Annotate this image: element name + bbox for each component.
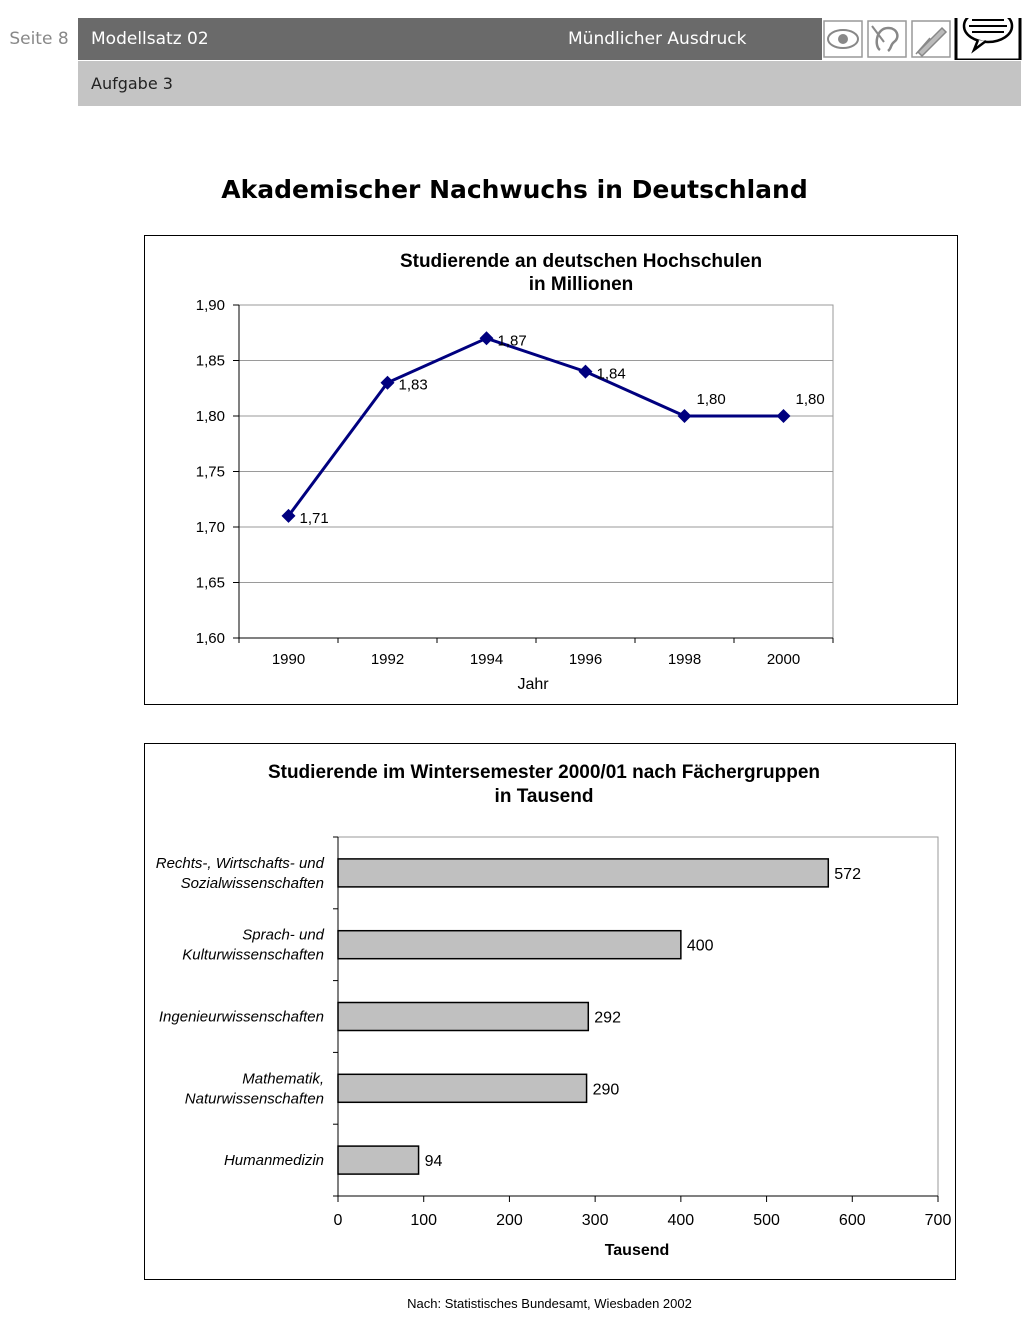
line-chart-title-line-2: in Millionen — [528, 274, 634, 295]
x-tick-label: 200 — [496, 1212, 523, 1229]
y-tick-label: 1,60 — [195, 630, 225, 647]
bar — [338, 1146, 419, 1174]
bar-chart-title-line-1: Studierende im Wintersemester 2000/01 nach Fächergruppen — [267, 762, 821, 783]
data-label: 1,83 — [398, 376, 428, 394]
bar-value-label: 400 — [686, 937, 714, 955]
x-tick-label: 300 — [581, 1212, 609, 1229]
y-tick-label: 1,90 — [195, 297, 225, 314]
bar — [338, 931, 681, 959]
bar-value-label: 292 — [594, 1009, 621, 1027]
x-tick-label: 500 — [753, 1212, 780, 1229]
data-label: 1,84 — [596, 365, 626, 383]
x-tick-label: 1996 — [568, 651, 603, 668]
bar-chart — [145, 744, 955, 1279]
y-tick-label: 1,75 — [195, 463, 225, 481]
y-tick-label: 1,70 — [195, 519, 225, 536]
category-label: Sprach- und Kulturwissenschaften — [182, 926, 324, 964]
model-label: Modellsatz 02 — [91, 29, 209, 49]
x-tick-label: 1994 — [469, 651, 504, 668]
bar-value-label: 572 — [834, 865, 861, 883]
data-label: 1,71 — [299, 509, 329, 527]
skill-icons — [822, 18, 1022, 60]
data-label: 1,80 — [696, 391, 726, 408]
source-note: Nach: Statistisches Bundesamt, Wiesbaden 2002 — [407, 1296, 692, 1311]
page-number: Seite 8 — [9, 29, 69, 49]
x-tick-label: 700 — [924, 1212, 952, 1229]
speech-bubble-icon — [956, 18, 1020, 60]
bar-value-label: 290 — [592, 1081, 620, 1099]
data-label: 1,87 — [497, 332, 527, 350]
subheader-bar — [78, 61, 1021, 106]
x-tick-label: 2000 — [766, 651, 801, 668]
x-tick-label: 1998 — [667, 651, 702, 668]
category-label: Ingenieurwissenschaften — [158, 1008, 324, 1026]
x-tick-label: 1992 — [370, 651, 405, 668]
y-tick-label: 1,85 — [195, 352, 225, 370]
bar — [338, 859, 828, 887]
x-tick-label: 600 — [838, 1212, 866, 1229]
section-label: Mündlicher Ausdruck — [568, 29, 747, 49]
data-label: 1,80 — [795, 391, 825, 408]
x-tick-label: 0 — [333, 1212, 343, 1229]
x-tick-label: 400 — [667, 1212, 695, 1229]
header-bar — [78, 18, 822, 60]
line-chart-box — [144, 235, 958, 705]
bar-x-axis-label: Tausend — [604, 1242, 670, 1259]
x-tick-label: 100 — [410, 1212, 438, 1229]
line-chart-title-line-1: Studierende an deutschen Hochschulen — [399, 251, 763, 272]
y-tick-label: 1,80 — [195, 408, 225, 425]
x-tick-label: 1990 — [271, 651, 306, 668]
task-label: Aufgabe 3 — [91, 74, 173, 93]
category-label: Humanmedizin — [223, 1152, 324, 1170]
category-label: Mathematik, Naturwissenschaften — [184, 1070, 324, 1108]
pencil-icon — [912, 21, 950, 57]
bar — [338, 1003, 588, 1031]
x-axis-label: Jahr — [517, 676, 549, 693]
line-chart — [145, 236, 957, 704]
main-title: Akademischer Nachwuchs in Deutschland — [221, 175, 808, 204]
ear-icon — [868, 21, 906, 57]
eye-icon — [824, 21, 862, 57]
bar — [338, 1074, 587, 1102]
bar-chart-title-line-2: in Tausend — [494, 786, 594, 807]
category-label: Rechts-, Wirtschafts- und Sozialwissenschaften — [155, 854, 324, 892]
y-tick-label: 1,65 — [195, 574, 225, 592]
bar-value-label: 94 — [424, 1153, 443, 1171]
bar-chart-box — [144, 743, 956, 1280]
